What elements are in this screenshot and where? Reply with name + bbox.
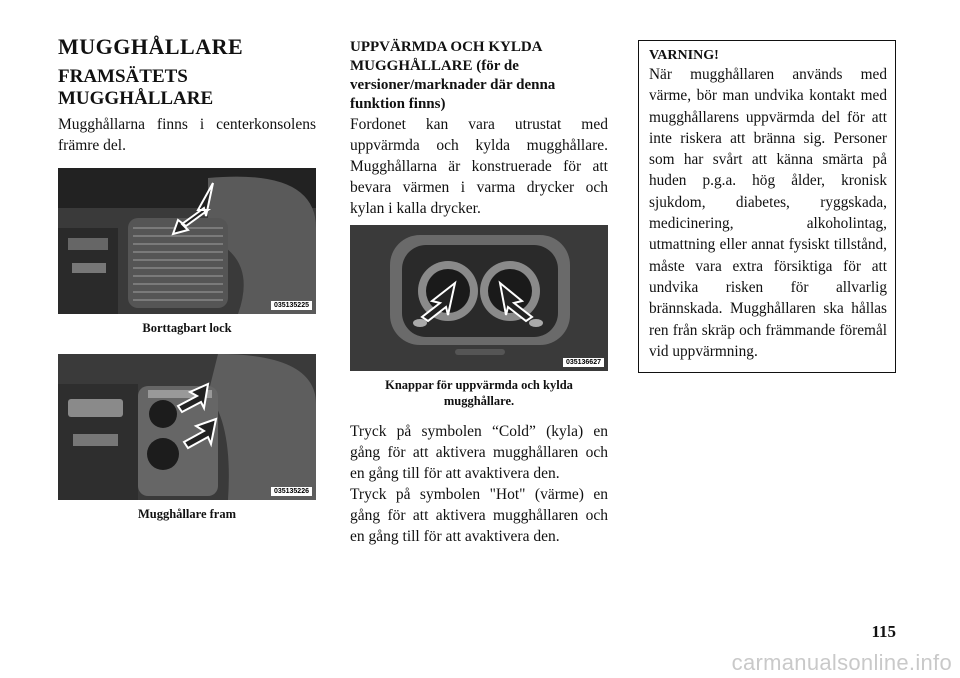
middle-column [350, 38, 608, 547]
image-code: 035135225 [271, 301, 312, 310]
page-number: 115 [871, 622, 896, 641]
left-column [58, 34, 316, 522]
section-heading: FRAMSÄTETS MUGGHÅLLARE [58, 66, 214, 109]
watermark: carmanualsonline.info [731, 650, 952, 675]
body-paragraph: Tryck på symbolen “Cold” (kyla) en gång för att aktivera mugghållaren och en gång till för att avaktivera den. [350, 423, 608, 482]
image-code: 035135226 [271, 487, 312, 496]
body-paragraph: Fordonet kan vara utrustat med uppvärmda och kylda mugghållare. Mugghållarna är konstruerade för att bevara värmen i varma drycker och kylan i kalla drycker. [350, 116, 608, 217]
right-column [638, 40, 896, 373]
body-paragraph: Tryck på symbolen "Hot" (värme) en gång för att aktivera mugghållaren och en gång till för att avaktivera den. [350, 486, 608, 545]
image-code: 035136627 [563, 358, 604, 367]
page-title: MUGGHÅLLARE [58, 34, 244, 59]
image-caption: Borttagbart lock [142, 321, 232, 335]
warning-text: När mugghållaren används med värme, bör man undvika kontakt med mugghållarens uppvärmda del för att inte riskera att bränna sig. Personer som har svårt att känna smärta på huden p.g.a. hög ålder, kronisk sjukdom, diabetes, ryggskada, medicinering, alkoholintag, utmattning eller annat fysiskt tillstånd, måste vara extra försiktiga för att undvika risken för allvarlig brännskada. Mugghållaren ska hållas ren från skräp och främmande föremål vid uppvärmning. [649, 66, 887, 360]
image-caption: Mugghållare fram [137, 507, 237, 521]
removable-lid-photo [58, 168, 316, 314]
warning-title: VARNING! [649, 48, 719, 63]
section-heading: UPPVÄRMDA OCH KYLDA MUGGHÅLLARE (för de versioner/marknader där denna funktion finns) [350, 39, 556, 112]
intro-text: Mugghållarna finns i centerkonsolens främre del. [58, 116, 316, 154]
front-cupholder-photo [58, 354, 316, 500]
heated-cooled-buttons-photo [350, 225, 608, 371]
image-caption: Knappar för uppvärmda och kylda mugghållare. [385, 378, 573, 408]
warning-box [638, 40, 896, 373]
